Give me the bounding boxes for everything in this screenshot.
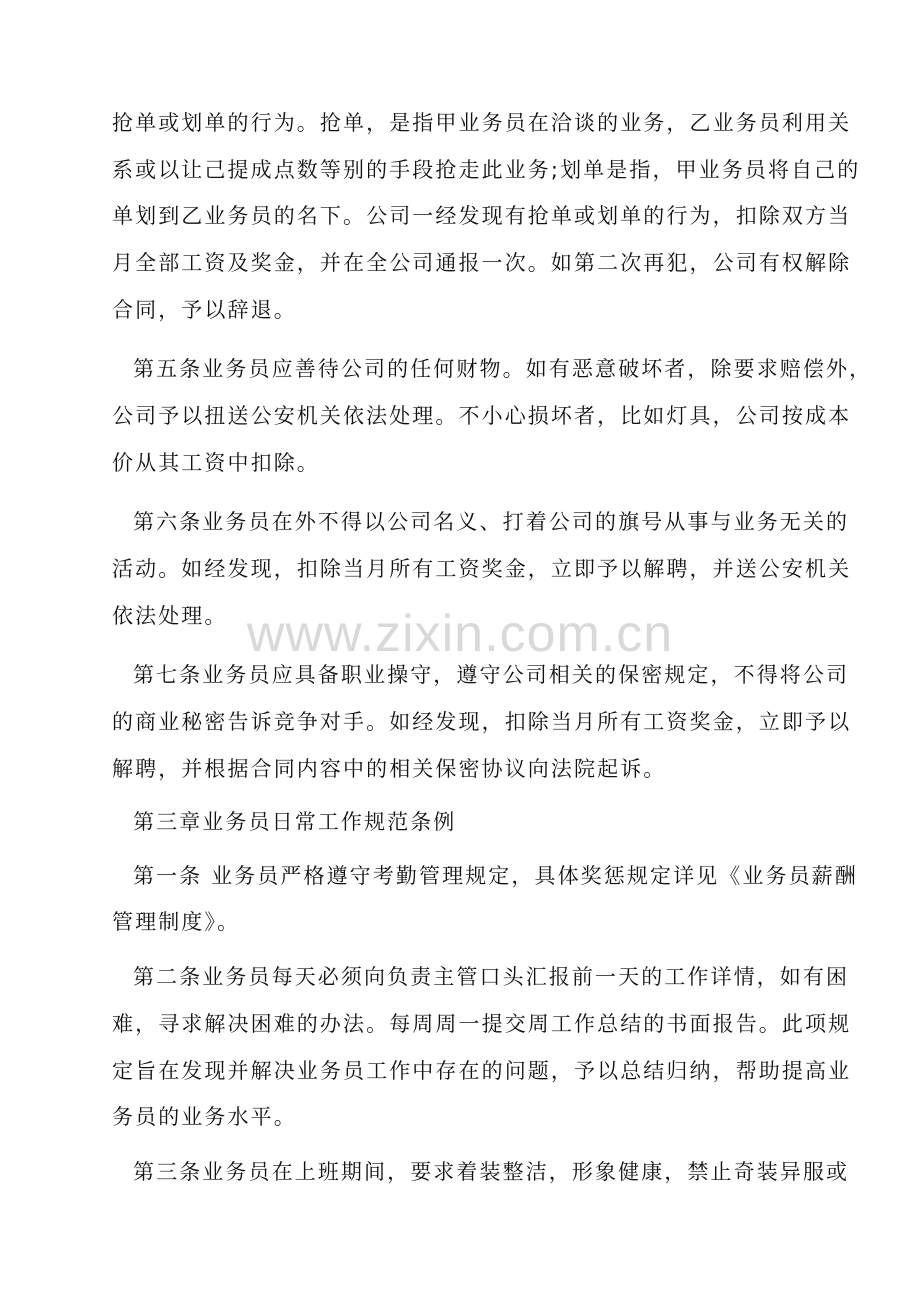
paragraph-line: 月全部工资及奖金，并在全公司通报一次。如第二次再犯，公司有权解除	[112, 251, 852, 275]
paragraph-line: 管理制度》。	[112, 910, 241, 934]
paragraph-line: 难，寻求解决困难的办法。每周周一提交周工作总结的书面报告。此项规	[112, 1012, 852, 1036]
paragraph-line: 价从其工资中扣除。	[112, 451, 320, 475]
paragraph-line: 抢单或划单的行为。抢单，是指甲业务员在洽谈的业务，乙业务员利用关	[112, 111, 852, 135]
paragraph-line: 第五条业务员应善待公司的任何财物。如有恶意破坏者，除要求赔偿外，	[133, 357, 873, 381]
paragraph-line: 第一条 业务员严格遵守考勤管理规定，具体奖惩规定详见《业务员薪酬	[133, 864, 858, 888]
paragraph-line: 第三条业务员在上班期间，要求着装整洁，形象健康，禁止奇装异服或	[133, 1160, 850, 1184]
chapter-heading: 第三章业务员日常工作规范条例	[133, 810, 457, 834]
paragraph-line: 定旨在发现并解决业务员工作中存在的问题，予以总结归纳，帮助提高业	[112, 1059, 852, 1083]
paragraph-line: 单划到乙业务员的名下。公司一经发现有抢单或划单的行为，扣除双方当	[112, 204, 852, 228]
paragraph-line: 第七条业务员应具备职业操守，遵守公司相关的保密规定，不得将公司	[133, 663, 850, 687]
paragraph-line: 第二条业务员每天必须向负责主管口头汇报前一天的工作详情，如有困	[133, 965, 850, 989]
paragraph-line: 第六条业务员在外不得以公司名义、打着公司的旗号从事与业务无关的	[133, 510, 850, 534]
paragraph-line: 的商业秘密告诉竞争对手。如经发现，扣除当月所有工资奖金，立即予以	[112, 710, 852, 734]
paragraph-line: 活动。如经发现，扣除当月所有工资奖金，立即予以解聘，并送公安机关	[112, 557, 852, 581]
paragraph-line: 依法处理。	[112, 604, 228, 628]
paragraph-line: 公司予以扭送公安机关依法处理。不小心损坏者，比如灯具，公司按成本	[112, 404, 852, 428]
paragraph-line: 合同，予以辞退。	[112, 298, 297, 322]
paragraph-line: 系或以让己提成点数等别的手段抢走此业务;划单是指，甲业务员将自己的	[112, 158, 861, 182]
watermark: www.zixin.com.cn	[246, 605, 674, 663]
paragraph-line: 务员的业务水平。	[112, 1105, 297, 1129]
paragraph-line: 解聘，并根据合同内容中的相关保密协议向法院起诉。	[112, 757, 667, 781]
